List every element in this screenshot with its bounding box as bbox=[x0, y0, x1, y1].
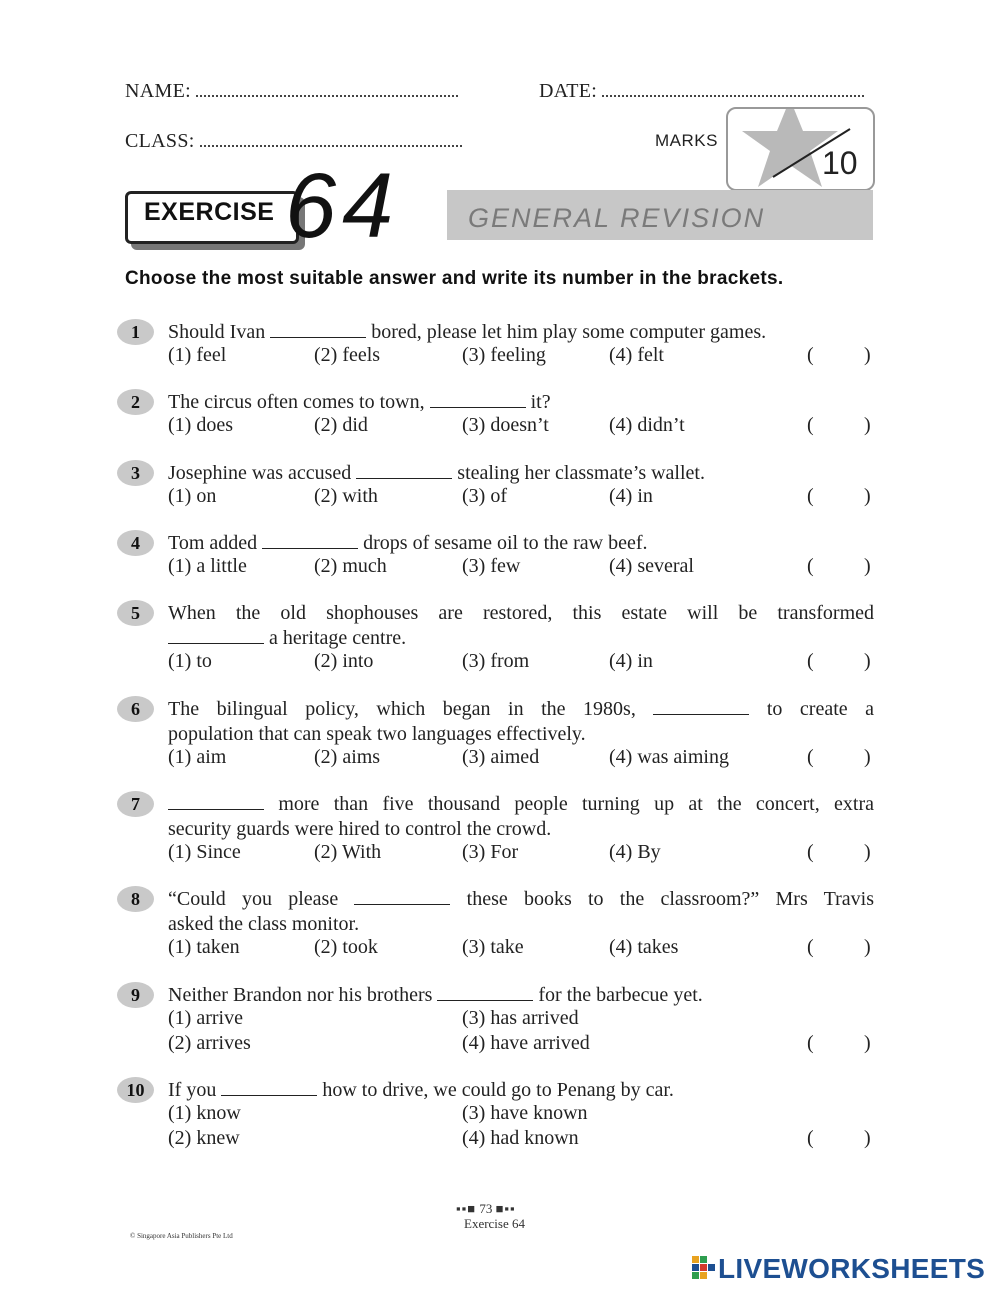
page-title: GENERAL REVISION bbox=[468, 203, 766, 233]
option: (1) a little bbox=[168, 555, 247, 577]
option: (4) takes bbox=[609, 936, 679, 958]
answer-bracket-close[interactable]: ) bbox=[864, 414, 871, 436]
option: (1) on bbox=[168, 485, 217, 507]
brand-name[interactable]: LIVEWORKSHEETS bbox=[718, 1253, 986, 1284]
option: (3) For bbox=[462, 841, 519, 863]
answer-bracket-close[interactable]: ) bbox=[864, 936, 871, 958]
answer-bracket-close[interactable]: ) bbox=[864, 344, 871, 366]
option: (2) did bbox=[314, 414, 368, 436]
question-text: The circus often comes to town, it? bbox=[168, 391, 551, 413]
date-label: DATE: bbox=[539, 80, 598, 102]
option: (2) knew bbox=[168, 1127, 240, 1149]
option: (4) was aiming bbox=[609, 746, 729, 768]
option: (4) By bbox=[609, 841, 661, 863]
page-number: ▪▪■ 73 ■▪▪ bbox=[456, 1201, 516, 1216]
instruction: Choose the most suitable answer and write its number in the brackets. bbox=[125, 268, 784, 289]
option: (3) few bbox=[462, 555, 521, 577]
answer-bracket-close[interactable]: ) bbox=[864, 1032, 871, 1054]
question-number: 7 bbox=[117, 791, 154, 817]
option: (2) feels bbox=[314, 344, 381, 366]
marks-box bbox=[726, 107, 875, 191]
name-label: NAME: bbox=[125, 80, 191, 102]
date-field bbox=[539, 80, 864, 103]
option: (1) to bbox=[168, 650, 212, 672]
option: (3) take bbox=[462, 936, 524, 958]
question-number: 10 bbox=[117, 1077, 154, 1103]
answer-bracket-open[interactable]: ( bbox=[807, 414, 814, 436]
option: (1) feel bbox=[168, 344, 227, 366]
option: (2) aims bbox=[314, 746, 381, 768]
answer-bracket-open[interactable]: ( bbox=[807, 555, 814, 577]
question-number: 3 bbox=[117, 460, 154, 486]
answer-bracket-open[interactable]: ( bbox=[807, 485, 814, 507]
option: (1) Since bbox=[168, 841, 241, 863]
question-number: 9 bbox=[117, 982, 154, 1008]
option: (2) With bbox=[314, 841, 382, 863]
option: (4) in bbox=[609, 485, 653, 507]
exercise-reference: Exercise 64 bbox=[464, 1216, 526, 1231]
option: (1) arrive bbox=[168, 1007, 243, 1029]
answer-bracket-open[interactable]: ( bbox=[807, 1032, 814, 1054]
question-text: Should Ivan bored, please let him play some computer games. bbox=[168, 321, 767, 343]
question-number: 2 bbox=[117, 389, 154, 415]
option: (2) into bbox=[314, 650, 374, 672]
option: (3) aimed bbox=[462, 746, 540, 768]
option: (3) have known bbox=[462, 1102, 588, 1124]
answer-blank[interactable] bbox=[168, 793, 264, 810]
question-text-line2: asked the class monitor. bbox=[168, 913, 360, 935]
answer-bracket-close[interactable]: ) bbox=[864, 1127, 871, 1149]
answer-blank[interactable] bbox=[354, 888, 450, 905]
question-text: The bilingual policy, which began in the 1980s, to create a bbox=[168, 698, 875, 720]
answer-blank[interactable] bbox=[356, 462, 452, 479]
question-number: 4 bbox=[117, 530, 154, 556]
answer-blank[interactable] bbox=[221, 1079, 317, 1096]
answer-bracket-open[interactable]: ( bbox=[807, 841, 814, 863]
question-text: When the old shophouses are restored, this estate will be transformed bbox=[168, 602, 874, 624]
marks-label: MARKS bbox=[655, 131, 718, 150]
answer-blank[interactable] bbox=[430, 391, 526, 408]
class-input-line[interactable] bbox=[200, 131, 462, 147]
option: (1) taken bbox=[168, 936, 240, 958]
option: (2) with bbox=[314, 485, 378, 507]
answer-bracket-open[interactable]: ( bbox=[807, 1127, 814, 1149]
option: (4) in bbox=[609, 650, 653, 672]
page-ornament-left: ▪▪■ bbox=[456, 1201, 477, 1216]
answer-blank[interactable] bbox=[262, 532, 358, 549]
answer-bracket-close[interactable]: ) bbox=[864, 555, 871, 577]
name-field bbox=[125, 80, 458, 103]
option: (3) has arrived bbox=[462, 1007, 579, 1029]
exercise-number: 64 bbox=[285, 155, 400, 257]
question-text: Josephine was accused stealing her classmate’s wallet. bbox=[168, 462, 705, 484]
option: (1) aim bbox=[168, 746, 227, 768]
option: (4) have arrived bbox=[462, 1032, 590, 1054]
answer-bracket-open[interactable]: ( bbox=[807, 344, 814, 366]
option: (3) of bbox=[462, 485, 507, 507]
option: (1) know bbox=[168, 1102, 241, 1124]
answer-blank[interactable] bbox=[270, 321, 366, 338]
question-text: If you how to drive, we could go to Penang by car. bbox=[168, 1079, 674, 1101]
question-text-line2: population that can speak two languages effectively. bbox=[168, 723, 586, 745]
option: (3) doesn’t bbox=[462, 414, 549, 436]
answer-bracket-open[interactable]: ( bbox=[807, 936, 814, 958]
option: (2) much bbox=[314, 555, 387, 577]
answer-blank[interactable] bbox=[437, 984, 533, 1001]
question-number: 6 bbox=[117, 696, 154, 722]
question-text-line2: security guards were hired to control the crowd. bbox=[168, 818, 552, 840]
option: (3) feeling bbox=[462, 344, 546, 366]
question-text: Neither Brandon nor his brothers for the barbecue yet. bbox=[168, 984, 703, 1006]
question-text: “Could you please these books to the classroom?” Mrs Travis bbox=[168, 888, 875, 910]
answer-bracket-open[interactable]: ( bbox=[807, 650, 814, 672]
question-text: Tom added drops of sesame oil to the raw beef. bbox=[168, 532, 648, 554]
question-text-line2: a heritage centre. bbox=[168, 626, 874, 651]
option: (2) arrives bbox=[168, 1032, 251, 1054]
option: (4) didn’t bbox=[609, 414, 685, 436]
question-text: more than five thousand people turning up at the concert, extra bbox=[168, 792, 874, 817]
answer-bracket-open[interactable]: ( bbox=[807, 746, 814, 768]
option: (3) from bbox=[462, 650, 530, 672]
answer-bracket-close[interactable]: ) bbox=[864, 746, 871, 768]
answer-blank[interactable] bbox=[168, 627, 264, 644]
answer-bracket-close[interactable]: ) bbox=[864, 650, 871, 672]
question-number: 5 bbox=[117, 600, 154, 626]
answer-bracket-close[interactable]: ) bbox=[864, 485, 871, 507]
exercise-word: EXERCISE bbox=[144, 198, 275, 226]
option: (1) does bbox=[168, 414, 233, 436]
question-number: 8 bbox=[117, 886, 154, 912]
answer-bracket-close[interactable]: ) bbox=[864, 841, 871, 863]
page-ornament-right: ■▪▪ bbox=[495, 1201, 516, 1216]
liveworksheets-logo-icon bbox=[692, 1256, 716, 1280]
option: (2) took bbox=[314, 936, 378, 958]
question-number: 1 bbox=[117, 319, 154, 345]
class-label: CLASS: bbox=[125, 130, 195, 152]
copyright: © Singapore Asia Publishers Pte Ltd bbox=[130, 1232, 233, 1240]
class-field bbox=[125, 130, 462, 153]
option: (4) felt bbox=[609, 344, 664, 366]
date-input-line[interactable] bbox=[602, 81, 864, 97]
answer-blank[interactable] bbox=[653, 698, 749, 715]
name-input-line[interactable] bbox=[196, 81, 458, 97]
option: (4) several bbox=[609, 555, 694, 577]
marks-total: 10 bbox=[822, 145, 858, 181]
option: (4) had known bbox=[462, 1127, 579, 1149]
